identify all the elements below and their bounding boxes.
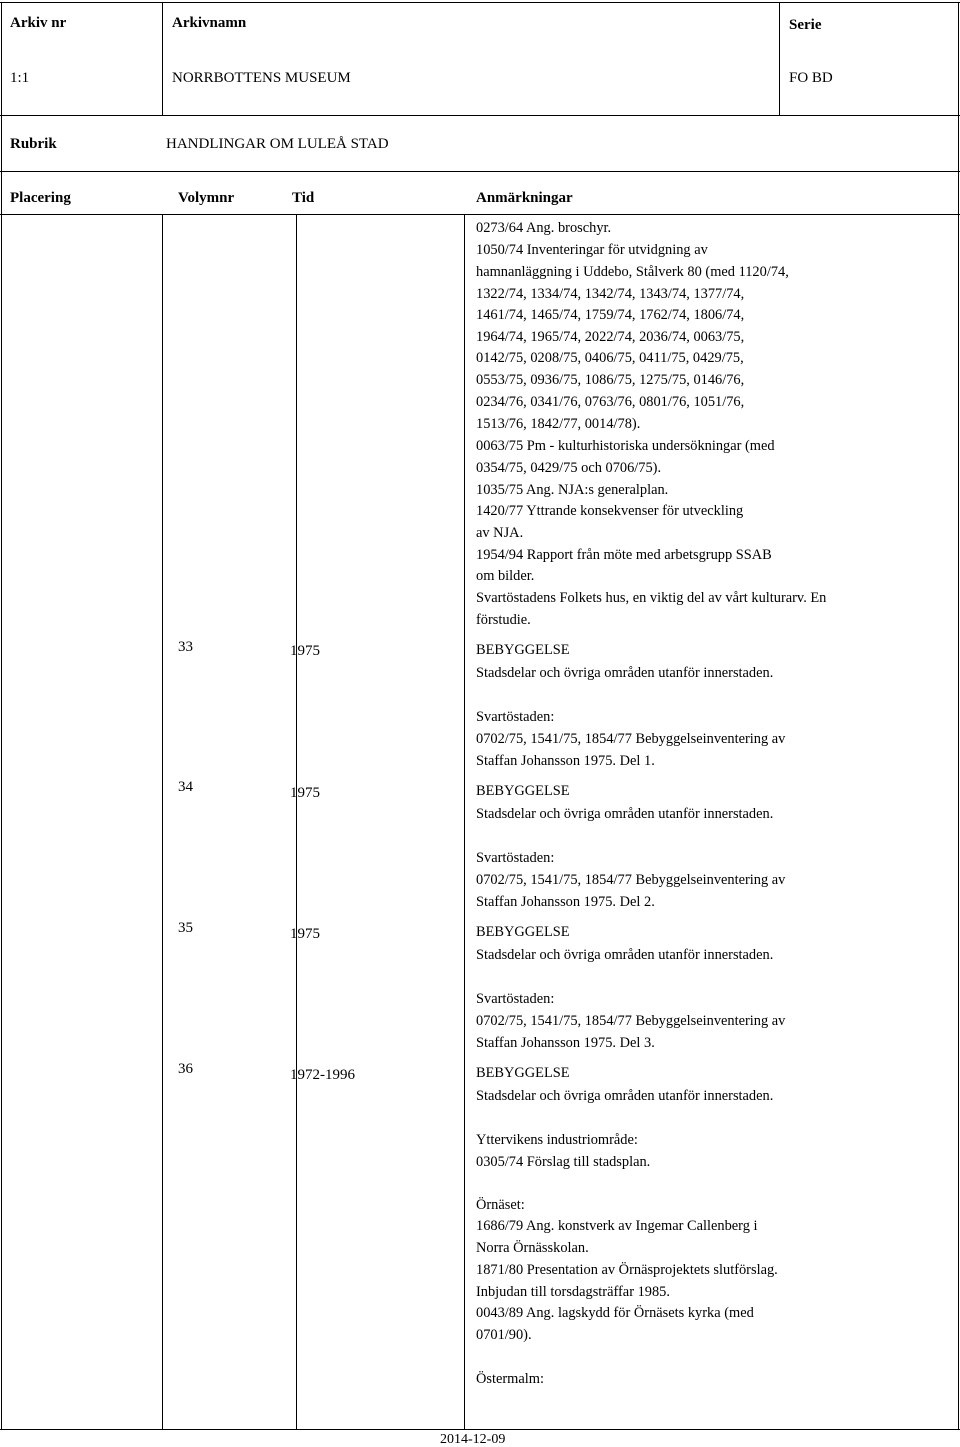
note-line: 1513/76, 1842/77, 0014/78).	[476, 416, 641, 432]
note-line: 1954/94 Rapport från möte med arbetsgrupp SSAB	[476, 547, 772, 563]
note-line: Svartöstaden:	[476, 991, 555, 1007]
volymnr-cell: 36	[178, 1061, 193, 1077]
right-border	[958, 2, 959, 1429]
note-line: Stadsdelar och övriga områden utanför innerstaden.	[476, 806, 774, 822]
arkivnr-label: Arkiv nr	[10, 15, 67, 31]
note-line: 1035/75 Ang. NJA:s generalplan.	[476, 482, 669, 498]
note-line: BEBYGGELSE	[476, 642, 570, 658]
note-line: 1686/79 Ang. konstverk av Ingemar Callenberg i	[476, 1218, 758, 1234]
note-line: 0702/75, 1541/75, 1854/77 Bebyggelseinventering av	[476, 731, 786, 747]
tid-cell: 1975	[290, 926, 320, 942]
volymnr-cell: 33	[178, 639, 193, 655]
volymnr-cell: 35	[178, 920, 193, 936]
column-header-anmarkningar: Anmärkningar	[476, 190, 573, 206]
note-line: 1461/74, 1465/74, 1759/74, 1762/74, 1806/74,	[476, 307, 745, 323]
note-line: om bilder.	[476, 568, 535, 584]
note-line: Inbjudan till torsdagsträffar 1985.	[476, 1284, 670, 1300]
rubrik-label: Rubrik	[10, 136, 57, 152]
arkivnr-value: 1:1	[10, 70, 30, 86]
note-line: hamnanläggning i Uddebo, Stålverk 80 (med 1120/74,	[476, 264, 789, 280]
header-divider-1	[0, 115, 960, 116]
tid-divider	[464, 214, 465, 1429]
tid-cell: 1975	[290, 643, 320, 659]
note-line: 0063/75 Pm - kulturhistoriska undersökningar (med	[476, 438, 775, 454]
arkivnamn-label: Arkivnamn	[172, 15, 247, 31]
column-header-bottom	[0, 214, 960, 215]
table-bottom-border	[0, 1429, 960, 1430]
note-line: Stadsdelar och övriga områden utanför innerstaden.	[476, 947, 774, 963]
column-header-tid: Tid	[292, 190, 315, 206]
note-line: 0354/75, 0429/75 och 0706/75).	[476, 460, 662, 476]
tid-cell: 1972-1996	[290, 1067, 355, 1083]
note-line: 1322/74, 1334/74, 1342/74, 1343/74, 1377/74,	[476, 286, 745, 302]
rubrik-value: HANDLINGAR OM LULEÅ STAD	[166, 136, 389, 152]
arkivnamn-value: NORRBOTTENS MUSEUM	[172, 70, 351, 86]
arkivnamn-divider	[162, 2, 163, 116]
note-line: 0273/64 Ang. broschyr.	[476, 220, 612, 236]
note-line: Östermalm:	[476, 1371, 544, 1387]
placering-divider	[162, 214, 163, 1429]
note-line: 0702/75, 1541/75, 1854/77 Bebyggelseinventering av	[476, 1013, 786, 1029]
note-line: BEBYGGELSE	[476, 1065, 570, 1081]
table-top-border	[0, 2, 960, 3]
column-header-placering: Placering	[10, 190, 71, 206]
note-line: Staffan Johansson 1975. Del 3.	[476, 1035, 655, 1051]
note-line: 1420/77 Yttrande konsekvenser för utveckling	[476, 503, 744, 519]
note-line: Svartöstaden:	[476, 850, 555, 866]
note-line: 0142/75, 0208/75, 0406/75, 0411/75, 0429/75,	[476, 350, 744, 366]
note-line: 0702/75, 1541/75, 1854/77 Bebyggelseinventering av	[476, 872, 786, 888]
note-line: 0553/75, 0936/75, 1086/75, 1275/75, 0146/76,	[476, 372, 745, 388]
serie-label: Serie	[789, 17, 822, 33]
note-line: förstudie.	[476, 612, 531, 628]
note-line: Stadsdelar och övriga områden utanför innerstaden.	[476, 665, 774, 681]
note-line: 1871/80 Presentation av Örnäsprojektets slutförslag.	[476, 1262, 778, 1278]
note-line: Staffan Johansson 1975. Del 2.	[476, 894, 655, 910]
note-line: 0043/89 Ang. lagskydd för Örnäsets kyrka (med	[476, 1305, 754, 1321]
note-line: Stadsdelar och övriga områden utanför innerstaden.	[476, 1088, 774, 1104]
note-line: Yttervikens industriområde:	[476, 1132, 638, 1148]
note-line: Svartöstadens Folkets hus, en viktig del av vårt kulturarv. En	[476, 590, 827, 606]
note-line: Norra Örnässkolan.	[476, 1240, 589, 1256]
header-divider-2	[0, 171, 960, 172]
note-line: av NJA.	[476, 525, 524, 541]
note-line: Svartöstaden:	[476, 709, 555, 725]
serie-value: FO BD	[789, 70, 833, 86]
volymnr-divider	[296, 214, 297, 1429]
note-line: 0305/74 Förslag till stadsplan.	[476, 1154, 651, 1170]
column-header-volymnr: Volymnr	[178, 190, 235, 206]
note-line: 0234/76, 0341/76, 0763/76, 0801/76, 1051/76,	[476, 394, 745, 410]
note-line: 0701/90).	[476, 1327, 532, 1343]
note-line: BEBYGGELSE	[476, 783, 570, 799]
left-border	[1, 2, 2, 1429]
note-line: 1050/74 Inventeringar för utvidgning av	[476, 242, 708, 258]
note-line: 1964/74, 1965/74, 2022/74, 2036/74, 0063/75,	[476, 329, 745, 345]
tid-cell: 1975	[290, 785, 320, 801]
note-line: Örnäset:	[476, 1197, 525, 1213]
footer-date: 2014-12-09	[440, 1432, 506, 1447]
note-line: BEBYGGELSE	[476, 924, 570, 940]
serie-divider	[779, 2, 780, 116]
note-line: Staffan Johansson 1975. Del 1.	[476, 753, 655, 769]
volymnr-cell: 34	[178, 779, 193, 795]
